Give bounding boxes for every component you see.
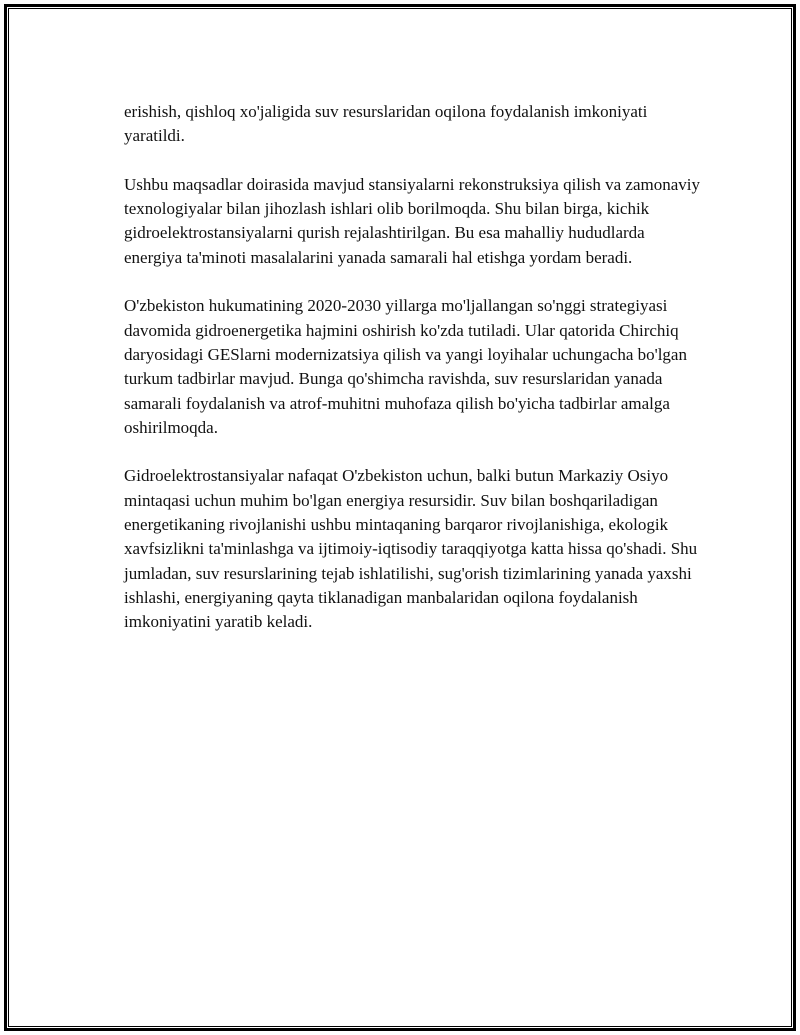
document-body <box>124 100 704 659</box>
paragraph-3: O'zbekiston hukumatining 2020-2030 yillarga mo'ljallangan so'nggi strategiyasi davomida gidroenergetika hajmini oshirish ko'zda tutiladi. Ular qatorida Chirchiq daryosidagi GESlarni modernizatsiya qilish va yangi loyihalar uchungacha bo'lgan turkum tadbirlar mavjud. Bunga qo'shimcha ravishda, suv resurslaridan yanada samarali foydalanish va atrof-muhitni muhofaza qilish bo'yicha tadbirlar amalga oshirilmoqda. <box>124 296 687 437</box>
page-frame <box>4 4 796 1031</box>
paragraph-4: Gidroelektrostansiyalar nafaqat O'zbekiston uchun, balki butun Markaziy Osiyo mintaqasi uchun muhim bo'lgan energiya resursidir. Suv bilan boshqariladigan energetikaning rivojlanishi ushbu mintaqaning barqaror rivojlanishiga, ekologik xavfsizlikni ta'minlashga va ijtimoiy-iqtisodiy taraqqiyotga katta hissa qo'shadi. Shu jumladan, suv resurslarining tejab ishlatilishi, sug'orish tizimlarining yanada yaxshi ishlashi, energiyaning qayta tiklanadigan manbalaridan oqilona foydalanish imkoniyatini yaratib keladi. <box>124 466 698 632</box>
paragraph-2: Ushbu maqsadlar doirasida mavjud stansiyalarni rekonstruksiya qilish va zamonaviy texnologiyalar bilan jihozlash ishlari olib borilmoqda. Shu bilan birga, kichik gidroelektrostansiyalarni qurish rejalashtirilgan. Bu esa mahalliy hududlarda energiya ta'minoti masalalarini yanada samarali hal etishga yordam beradi. <box>124 174 700 267</box>
paragraph-1: erishish, qishloq xo'jaligida suv resurslaridan oqilona foydalanish imkoniyati yaratildi. <box>124 102 648 146</box>
